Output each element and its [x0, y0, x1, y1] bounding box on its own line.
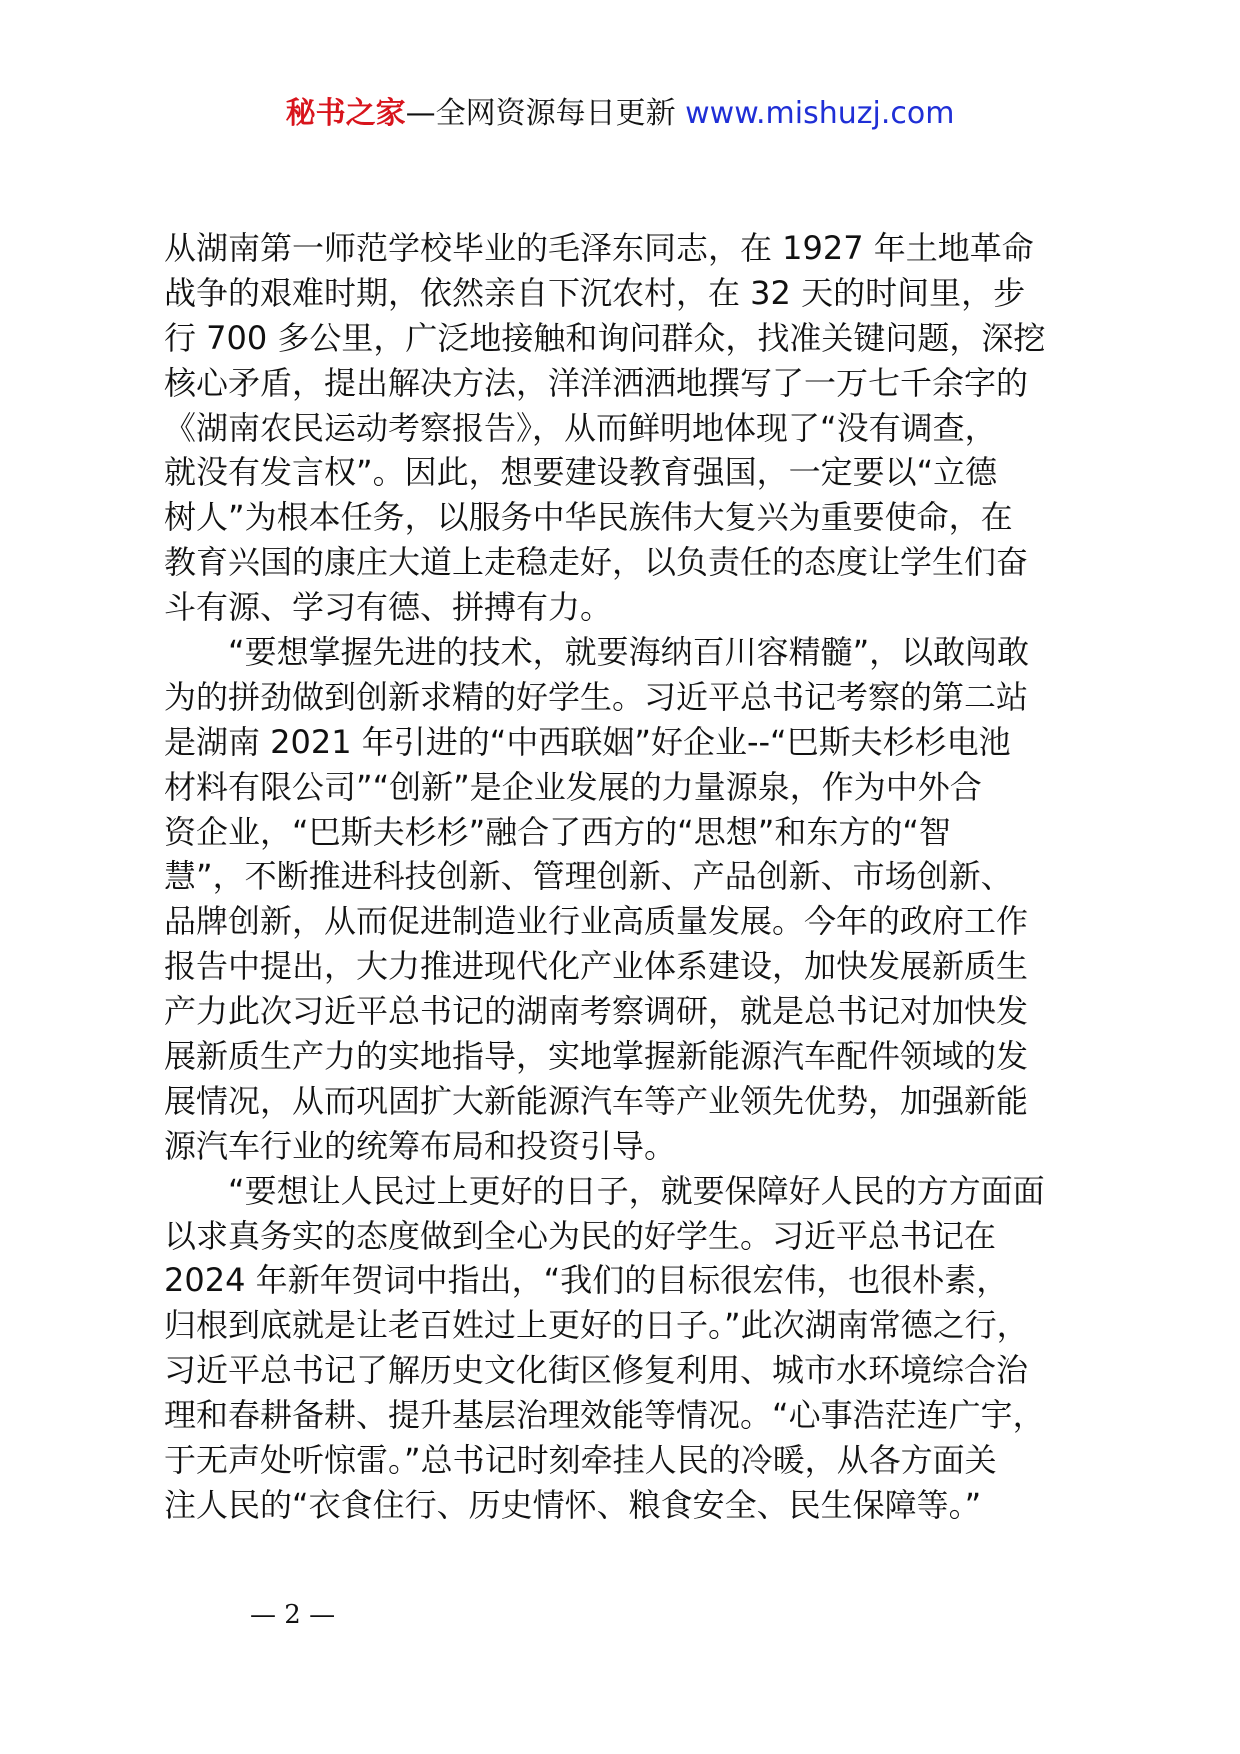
text-line: 理和春耕备耕、提升基层治理效能等情况。“心事浩茫连广宇， — [164, 1396, 1045, 1435]
text-line: 树人”为根本任务，以服务中华民族伟大复兴为重要使命，在 — [164, 498, 1013, 537]
text-line: 战争的艰难时期，依然亲自下沉农村，在 32 天的时间里，步 — [164, 273, 1026, 312]
text-line: 源汽车行业的统筹布局和投资引导。 — [164, 1126, 677, 1165]
text-line: 品牌创新，从而促进制造业行业高质量发展。今年的政府工作 — [164, 902, 1029, 941]
text-line: 是湖南 2021 年引进的“中西联姻”好企业--“巴斯夫杉杉电池 — [164, 722, 1011, 761]
text-line: 资企业，“巴斯夫杉杉”融合了西方的“思想”和东方的“智 — [164, 812, 951, 851]
text-line: 2024 年新年贺词中指出，“我们的目标很宏伟，也很朴素， — [164, 1261, 1009, 1300]
text-line: 展情况，从而巩固扩大新能源汽车等产业领先优势，加强新能 — [164, 1081, 1029, 1120]
text-line: 为的拼劲做到创新求精的好学生。习近平总书记考察的第二站 — [164, 677, 1029, 716]
text-line: 习近平总书记了解历史文化街区修复利用、城市水环境综合治 — [164, 1351, 1029, 1390]
text-line: 慧”，不断推进科技创新、管理创新、产品创新、市场创新、 — [164, 857, 1013, 896]
text-line: 行 700 多公里，广泛地接触和询问群众，找准关键问题，深挖 — [164, 318, 1046, 357]
page-number: — 2 — — [250, 1600, 336, 1630]
text-line: 材料有限公司”“创新”是企业发展的力量源泉，作为中外合 — [164, 767, 982, 806]
text-line: 归根到底就是让老百姓过上更好的日子。”此次湖南常德之行， — [164, 1306, 1029, 1345]
text-line: 注人民的“衣食住行、历史情怀、粮食安全、民生保障等。” — [164, 1485, 982, 1524]
text-line: 产力此次习近平总书记的湖南考察调研，就是总书记对加快发 — [164, 992, 1029, 1031]
text-line: 《湖南农民运动考察报告》，从而鲜明地体现了“没有调查， — [164, 408, 997, 447]
text-line: 报告中提出，大力推进现代化产业体系建设，加快发展新质生 — [164, 947, 1029, 986]
brand-name: 秘书之家 — [285, 96, 406, 131]
text-line: 展新质生产力的实地指导，实地掌握新能源汽车配件领域的发 — [164, 1037, 1029, 1076]
header-tagline: —全网资源每日更新 — [405, 96, 676, 131]
text-line: 斗有源、学习有德、拼搏有力。 — [164, 588, 613, 627]
text-line: 从湖南第一师范学校毕业的毛泽东同志，在 1927 年土地革命 — [164, 229, 1034, 267]
text-line: 于无声处听惊雷。”总书记时刻牵挂人民的冷暖，从各方面关 — [164, 1441, 997, 1480]
text-line: 就没有发言权”。因此，想要建设教育强国，一定要以“立德 — [164, 453, 998, 492]
text-line: 核心矛盾，提出解决方法，洋洋洒洒地撰写了一万七千余字的 — [164, 363, 1029, 402]
paragraph-start-line: “要想让人民过上更好的日子，就要保障好人民的方方面面 — [228, 1171, 1045, 1210]
page-header — [0, 94, 1240, 134]
text-line: 教育兴国的康庄大道上走稳走好，以负责任的态度让学生们奋 — [164, 543, 1029, 582]
site-url-link[interactable]: www.mishuzj.com — [685, 96, 955, 131]
article-body — [164, 226, 1084, 1528]
paragraph-start-line: “要想掌握先进的技术，就要海纳百川容精髓”，以敢闯敢 — [228, 633, 1030, 672]
text-line: 以求真务实的态度做到全心为民的好学生。习近平总书记在 — [164, 1216, 997, 1255]
